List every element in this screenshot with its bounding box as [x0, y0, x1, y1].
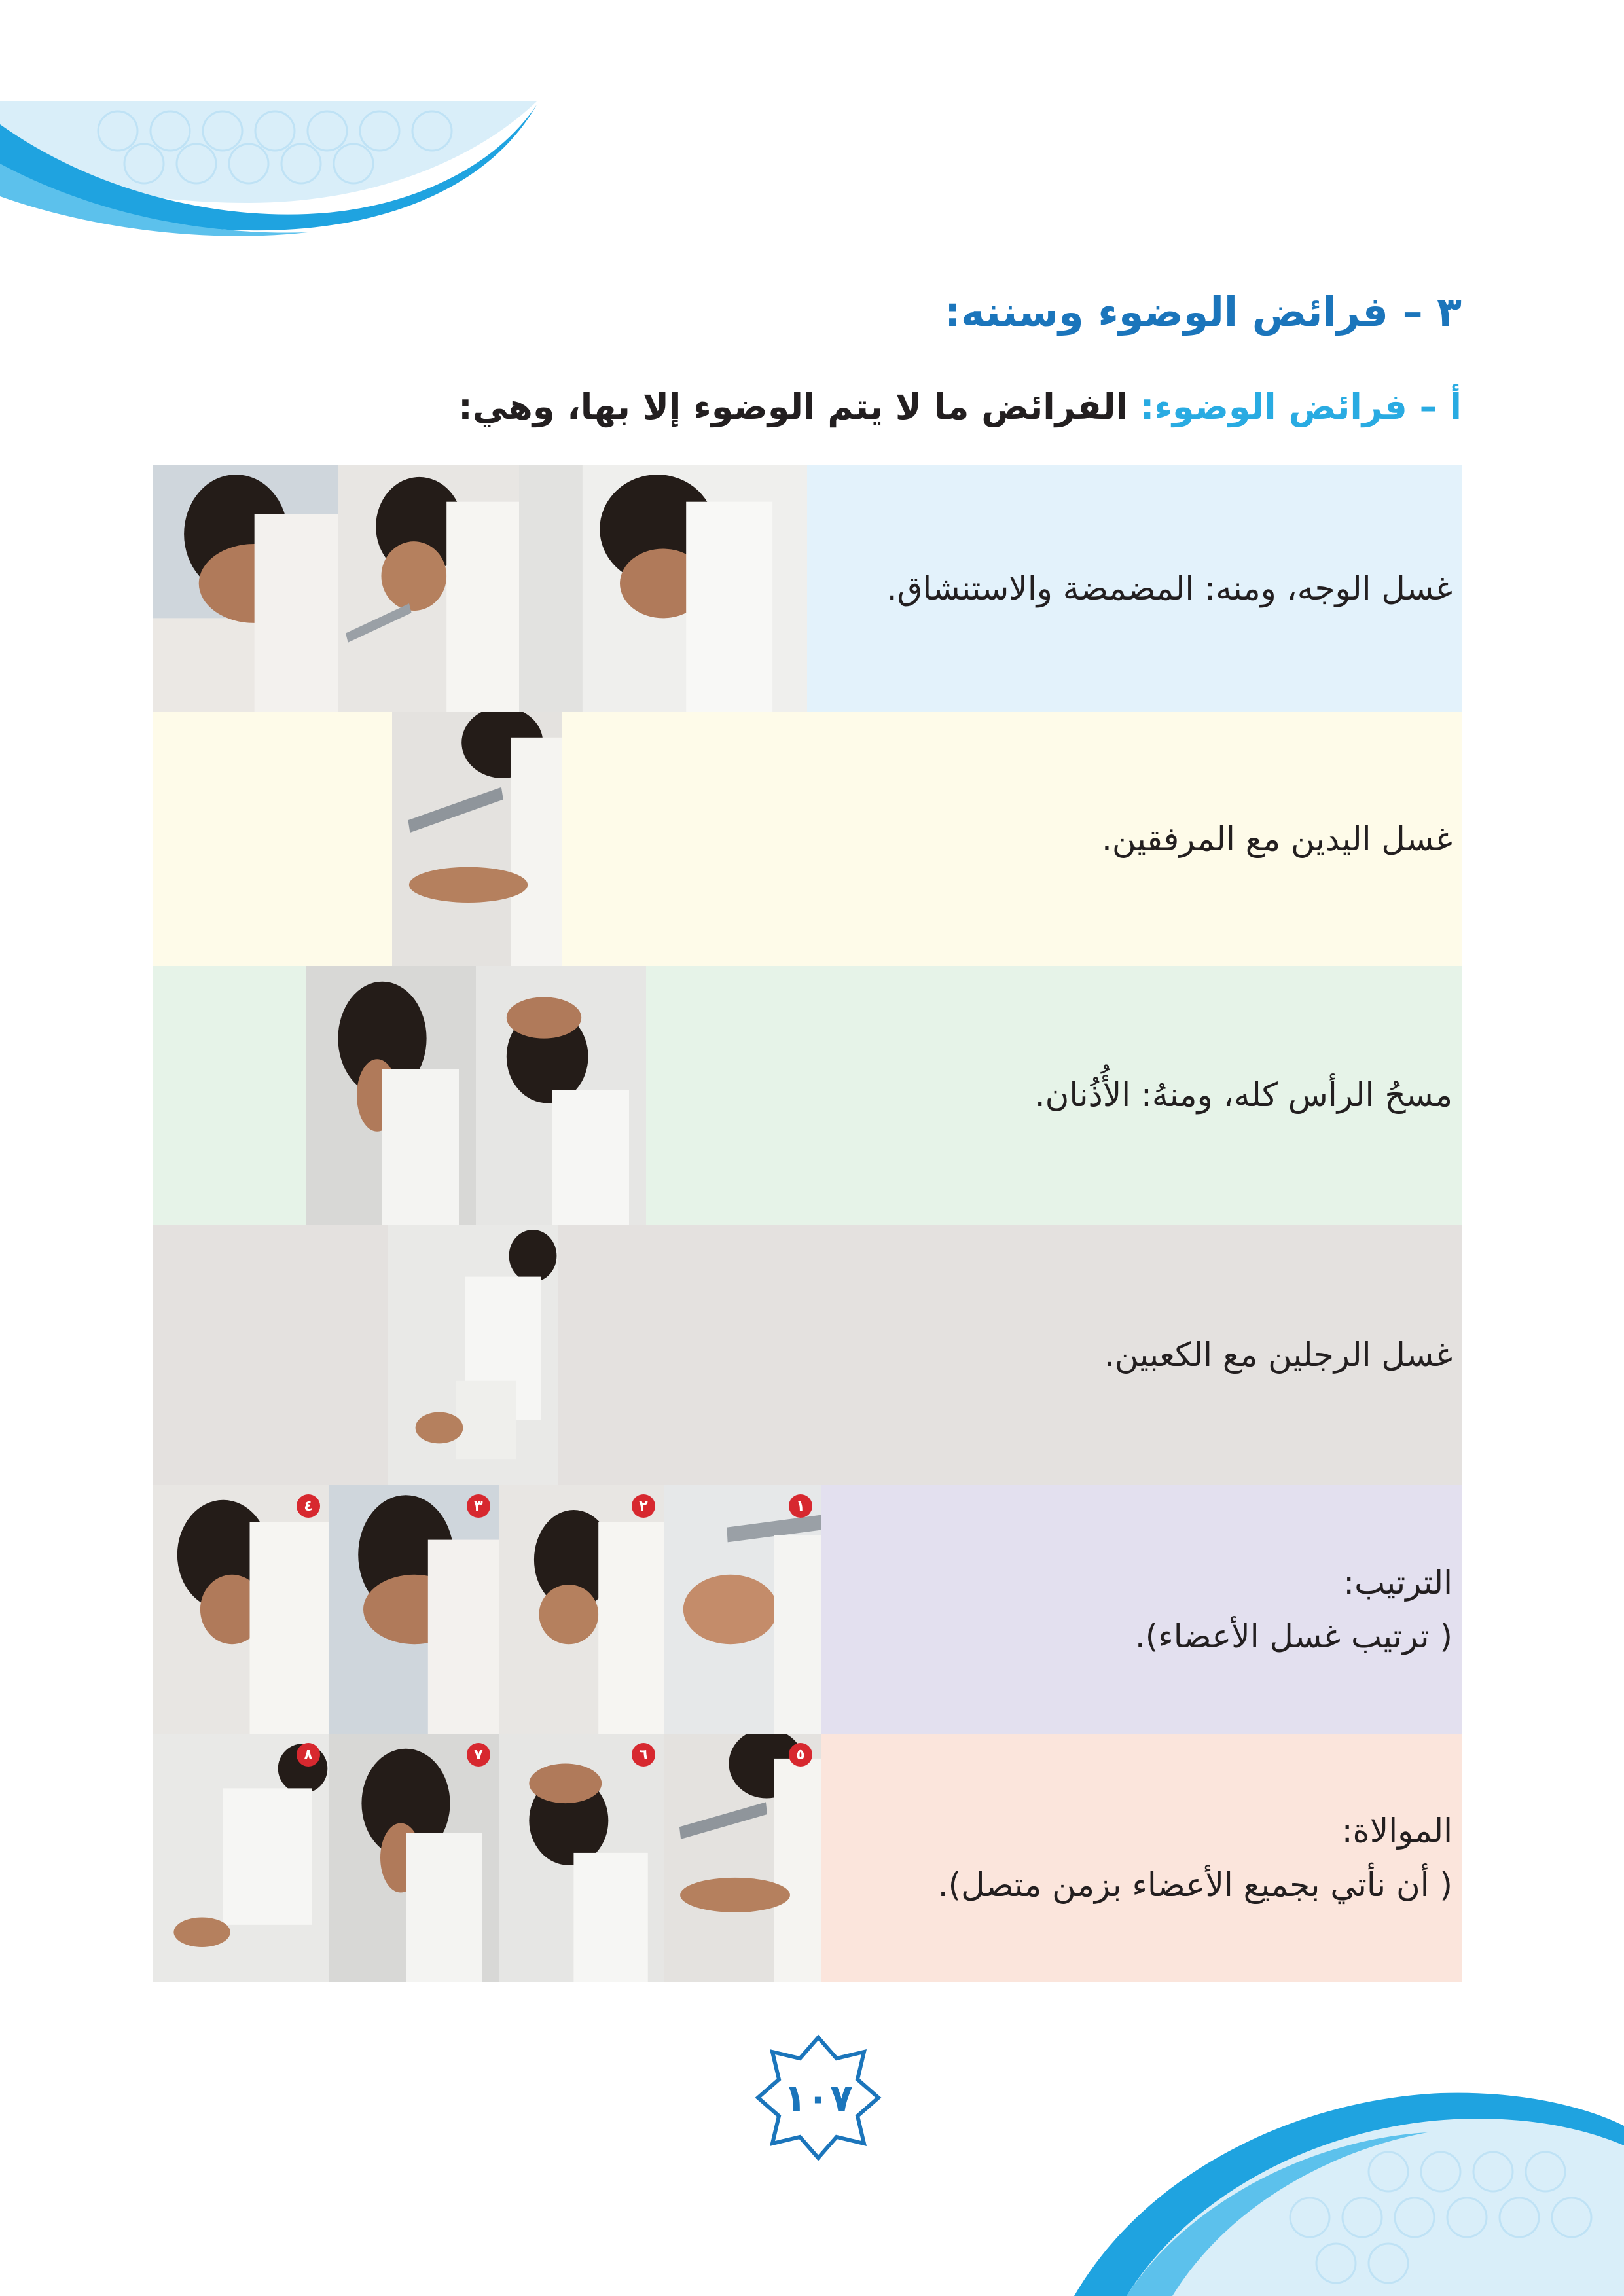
row-head — [153, 966, 1462, 1225]
step-badge: ٢ — [632, 1494, 655, 1518]
step-badge: ٧ — [467, 1743, 490, 1767]
step-badge: ٤ — [297, 1494, 320, 1518]
row-succession-text — [938, 1734, 1453, 1982]
photo-order-step-1 — [664, 1485, 821, 1734]
step-badge: ١ — [789, 1494, 812, 1518]
photo-face-wash-2 — [338, 465, 519, 712]
row-succession — [153, 1734, 1462, 1982]
row-feet-text — [1104, 1225, 1453, 1485]
row-succession-line-2: ( أن نأتي بجميع الأعضاء بزمن متصل). — [937, 1865, 1453, 1904]
step-badge: ٥ — [789, 1743, 812, 1767]
photo-feet-wash — [388, 1225, 558, 1485]
photo-ears-wipe — [306, 966, 476, 1225]
subheading — [458, 386, 1462, 427]
corner-wave-decoration-top — [0, 0, 589, 236]
photo-face-wash-3 — [519, 465, 807, 712]
photo-order-step-3 — [329, 1485, 499, 1734]
step-badge: ٣ — [467, 1494, 490, 1518]
subheading-label: أ – فرائض الوضوء: — [1140, 386, 1462, 427]
wudu-obligations-table — [153, 465, 1462, 1982]
row-feet — [153, 1225, 1462, 1485]
row-head-line: مسحُ الرأس كله، ومنهُ: الأُذُنان. — [1034, 1076, 1453, 1115]
row-face-text — [887, 465, 1453, 712]
photo-succession-step-8 — [153, 1734, 329, 1982]
row-succession-line-1: الموالاة: — [1341, 1812, 1453, 1850]
row-head-text — [1035, 966, 1453, 1225]
row-face — [153, 465, 1462, 712]
row-face-line: غسل الوجه، ومنه: المضمضة والاستنشاق. — [886, 569, 1453, 607]
step-badge: ٦ — [632, 1743, 655, 1767]
photo-succession-step-6 — [499, 1734, 664, 1982]
corner-wave-decoration-bottom — [1035, 2047, 1624, 2296]
row-feet-line: غسل الرجلين مع الكعبين. — [1104, 1335, 1453, 1374]
step-badge: ٨ — [297, 1743, 320, 1767]
photo-order-step-4 — [153, 1485, 329, 1734]
row-order — [153, 1485, 1462, 1734]
row-hands — [153, 712, 1462, 966]
page-number-badge — [753, 2032, 884, 2163]
photo-head-wipe — [476, 966, 646, 1225]
row-hands-text — [1102, 712, 1453, 966]
section-heading: ٣ – فرائض الوضوء وسننه: — [945, 288, 1462, 336]
row-order-text — [1135, 1485, 1453, 1734]
row-hands-line: غسل اليدين مع المرفقين. — [1102, 819, 1453, 858]
row-order-line-1: الترتيب: — [1343, 1563, 1453, 1602]
photo-succession-step-7 — [329, 1734, 499, 1982]
photo-hands-wash — [392, 712, 562, 966]
photo-order-step-2 — [499, 1485, 664, 1734]
photo-succession-step-5 — [664, 1734, 821, 1982]
page-number: ١٠٧ — [783, 2075, 854, 2120]
photo-face-wash-1 — [153, 465, 338, 712]
row-order-line-2: ( ترتيب غسل الأعضاء). — [1134, 1617, 1453, 1655]
subheading-text: الفرائض ما لا يتم الوضوء إلا بها، وهي: — [458, 386, 1140, 427]
